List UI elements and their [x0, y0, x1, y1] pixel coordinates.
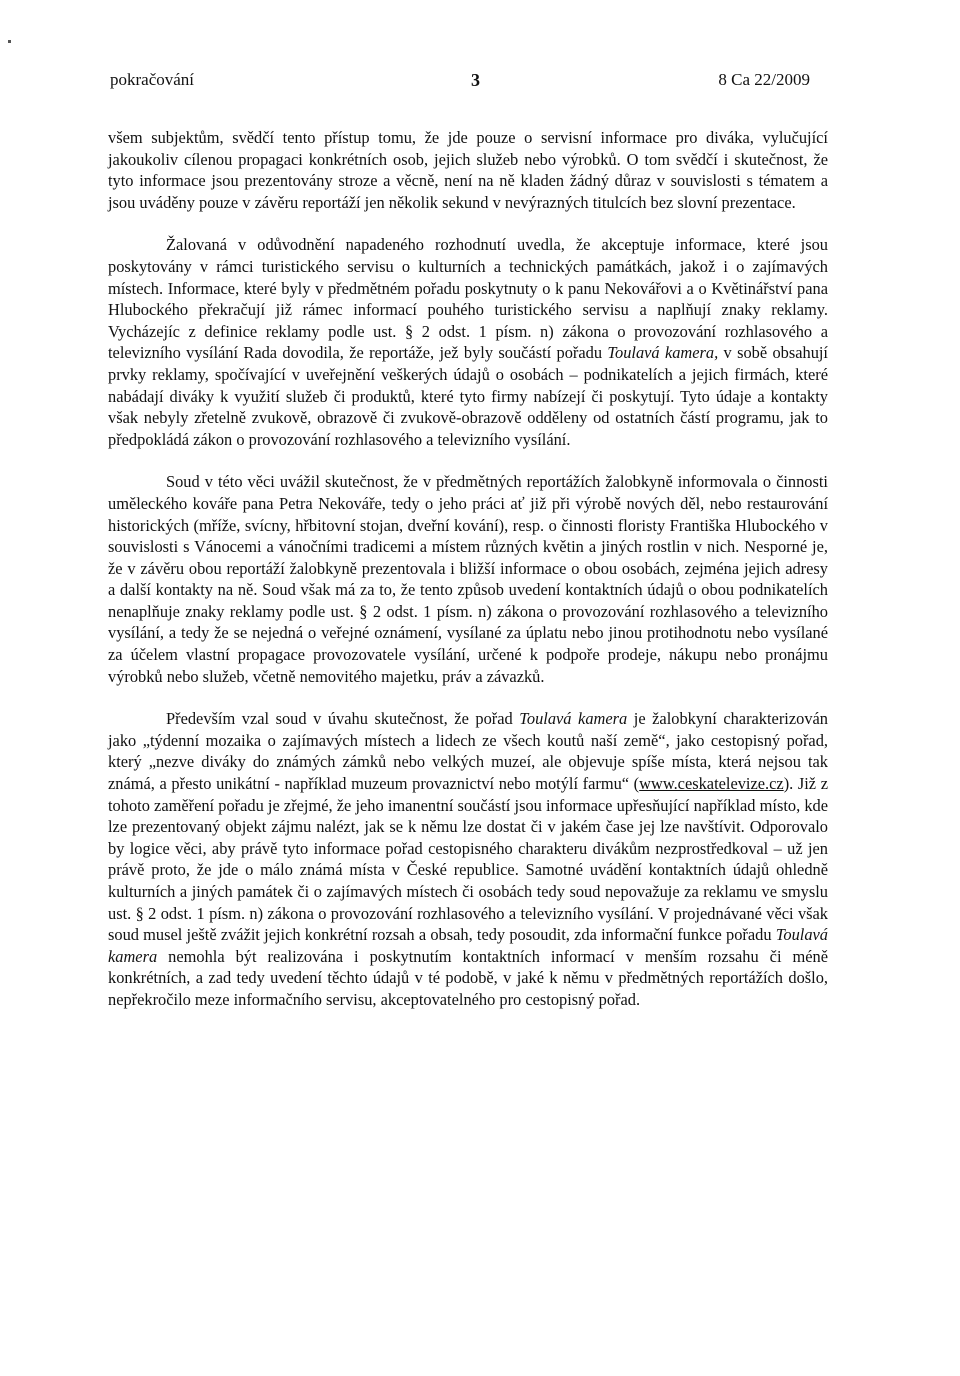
paragraph-4	[108, 708, 828, 1010]
paragraph-4-text-d: nemohla být realizována i poskytnutím kontaktních informací v menším rozsahu či méně konkrétních, a zad tedy uvedení těchto údajů v té podobě, v jaké k němu v předmětných reportážích došlo, nepřekročilo meze informačního servisu, akceptovatelného pro cestopisný pořad.	[108, 946, 828, 1009]
header-continuation-label: pokračování	[110, 70, 195, 89]
website-link[interactable]: www.ceskatelevize.cz	[639, 774, 784, 794]
paragraph-2-text-b: v sobě obsahují prvky reklamy, spočívající v uveřejnění veškerých údajů o osobách – podnikatelích a jejich firmách, které nabádají diváky k využití služeb či produktů, které tyto firmy nabízejí či poskytují. Tyto údaje a kontakty však nebyly zřetelně zvukově, obrazově či zvukově-obrazově odděleny od ostatních částí programu, jak to předpokládá zákon o provozování rozhlasového a televizního vysílání.	[108, 343, 828, 449]
paragraph-4-program-title-1: Toulavá kamera	[519, 709, 628, 729]
case-number: 8 Ca 22/2009	[718, 70, 810, 89]
page-number: 3	[471, 70, 480, 90]
paragraph-3: Soud v této věci uvážil skutečnost, že v předmětných reportážích žalobkyně informovala o činnosti uměleckého kováře pana Petra Nekováře, tedy o jeho práci ať již při výrobě nových děl, nebo restaurování historických (mříže, svícny, hřbitovní stojan, dveřní kování), resp. o činnosti floristy Františka Hlubockého v souvislosti s Vánocemi a vánočními tradicemi a místem různých květin a jiných rostlin v nich. Nesporné je, že v závěru obou reportáží žalobkyně prezentovala i bližší informace o obou osobách, zejména jejich adresy a další kontakty na ně. Soud však má za to, že tento způsob uvedení kontaktních údajů o obou podnikatelích nenaplňuje znaky reklamy podle ust. § 2 odst. 1 písm. n) zákona o provozování rozhlasového a televizního vysílání, a tedy že se nejedná o veřejné oznámení, vysílané za úplatu nebo jinou protihodnotu nebo vysílané za účelem vlastní propagace provozovatele vysílání, určené k podpoře prodeje, nákupu nebo pronájmu výrobků nebo služeb, včetně nemovitého majetku, práv a závazků.	[108, 472, 828, 686]
paragraph-4-program-title-2: Toulavá kamera	[108, 925, 828, 966]
paragraph-1: všem subjektům, svědčí tento přístup tomu, že jde pouze o servisní informace pro diváka, vylučující jakoukoliv cílenou propagaci konkrétních osob, jejich služeb nebo výrobků. O tom svědčí i skutečnost, že tyto informace jsou prezentovány stroze a věcně, není na ně kladen žádný důraz v souvislosti s tématem a jsou uváděny pouze v závěru reportáží jen několik sekund v nevýrazných titulcích bez slovní prezentace.	[108, 128, 828, 212]
paragraph-2-text-a: Žalovaná v odůvodnění napadeného rozhodnutí uvedla, že akceptuje informace, které jsou poskytovány v rámci turistického servisu o kulturních a technických památkách, jakož i o zajímavých místech. Informace, které byly v předmětném pořadu poskytnuty o k panu Nekovářovi a o Květinářství pana Hlubockého překračují již rámec informací pouhého turistického servisu a naplňují znaky reklamy. Vycházejíc z definice reklamy podle ust. § 2 odst. 1 písm. n) zákona o provozování rozhlasového a televizního vysílání Rada dovodila, že reportáže, jež byly součástí pořadu	[108, 235, 828, 363]
document-body	[108, 127, 828, 1032]
paragraph-2-program-title: Toulavá kamera,	[607, 343, 719, 363]
scan-mark	[8, 40, 11, 43]
paragraph-4-text-b: je žalobkyní charakterizován jako „týdenní mozaika o zajímavých místech a lidech ze všech koutů naší země“, jako cestopisný pořad, který „nezve diváky do známých zámků nebo velkých muzeí, ale objevuje spíše místa, která nejsou tak známá, a přesto unikátní - například muzeum provaznictví nebo motýlí farmu“ (	[108, 709, 828, 794]
paragraph-2	[108, 234, 828, 450]
paragraph-4-text-c: ). Již z tohoto zaměření pořadu je zřejmé, že jeho imanentní součástí jsou informace upřesňující například místo, kde lze prezentovaný objekt zájmu nalézt, jak se k němu lze dostat či v jakém čase jej lze navštívit. Odporovalo by logice věci, aby právě tyto informace pořad cestopisného charakteru divákům nezprostředkoval – už jen právě proto, že jde o málo známá místa v České republice. Samotné uvádění kontaktních údajů ohledně kulturních a jiných památek či o zajímavých místech či osobách tedy soud nepovažuje za reklamu ve smyslu ust. § 2 odst. 1 písm. n) zákona o provozování rozhlasového a televizního vysílání. V projednávané věci však soud musel ještě zvážit jejich konkrétní rozsah a obsah, tedy posoudit, zda informační funkce pořadu	[108, 774, 828, 945]
paragraph-4-text-a: Především vzal soud v úvahu skutečnost, že pořad	[166, 709, 520, 729]
page-header	[110, 70, 810, 96]
